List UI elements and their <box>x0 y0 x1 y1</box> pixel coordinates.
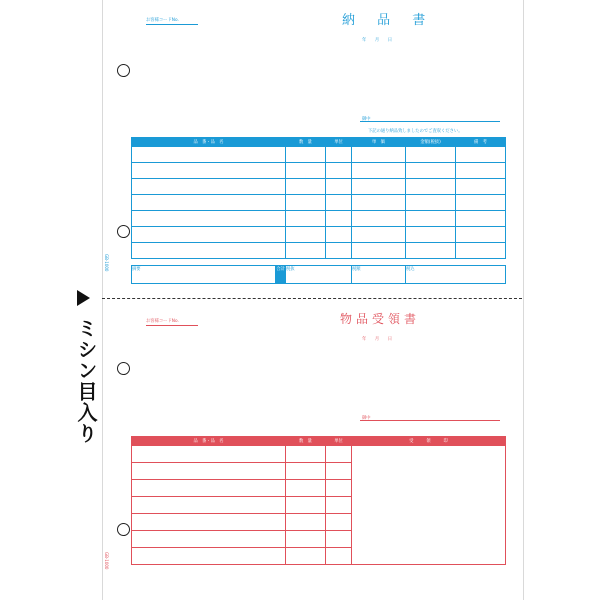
summary-total-label: 合計 <box>276 266 286 284</box>
table-row <box>132 227 506 243</box>
table-row <box>132 243 506 259</box>
perforation-line <box>102 298 522 299</box>
header-amount: 金額(税抜) <box>406 138 456 147</box>
header-unit: 単位 <box>326 437 352 446</box>
table-row <box>132 211 506 227</box>
delivery-items-table <box>131 137 506 259</box>
customer-code-label: お客様コードNo. <box>146 18 179 23</box>
header-receipt-stamp: 受 領 印 <box>352 437 506 446</box>
receipt-stamp-area <box>352 446 506 565</box>
receipt-items-table <box>131 436 506 565</box>
table-row <box>132 446 506 463</box>
perforation-label: ミシン目入り <box>74 318 98 444</box>
header-unit-price: 単 価 <box>352 138 406 147</box>
delivery-summary-table <box>131 265 506 284</box>
form-code-mark: GB-1000 <box>104 254 109 272</box>
delivery-message: 下記の通り納品致しましたのでご査収ください。 <box>368 129 463 134</box>
header-quantity: 数 量 <box>286 437 326 446</box>
summary-tax-label: 税額 <box>352 266 406 284</box>
perforation-arrow-icon <box>77 290 90 306</box>
recipient-line <box>360 121 500 122</box>
summary-remarks-label: 摘要 <box>132 266 276 284</box>
delivery-note-title: 納 品 書 <box>342 13 435 28</box>
recipient-line <box>360 420 500 421</box>
punch-hole-icon <box>117 225 130 238</box>
table-row <box>132 163 506 179</box>
form-code-mark: GB-1000 <box>104 552 109 570</box>
summary-subtotal-label: 税抜 <box>286 266 352 284</box>
delivery-date-label: 年 月 日 <box>362 38 393 43</box>
header-quantity: 数 量 <box>286 138 326 147</box>
header-item-name: 品 番・品 名 <box>132 437 286 446</box>
recipient-suffix: 御中 <box>362 117 371 122</box>
receipt-date-label: 年 月 日 <box>362 337 393 342</box>
punch-hole-icon <box>117 64 130 77</box>
header-item-name: 品 番・品 名 <box>132 138 286 147</box>
recipient-suffix: 御中 <box>362 416 371 421</box>
table-row <box>132 147 506 163</box>
receipt-title: 物品受領書 <box>340 312 421 326</box>
customer-code-underline <box>146 325 198 326</box>
table-row <box>132 179 506 195</box>
summary-grand-total-label: 税込 <box>406 266 506 284</box>
customer-code-underline <box>146 24 198 25</box>
header-unit: 単位 <box>326 138 352 147</box>
punch-hole-icon <box>117 362 130 375</box>
table-row <box>132 195 506 211</box>
header-remarks: 備 考 <box>456 138 506 147</box>
punch-hole-icon <box>117 523 130 536</box>
customer-code-label: お客様コードNo. <box>146 319 179 324</box>
